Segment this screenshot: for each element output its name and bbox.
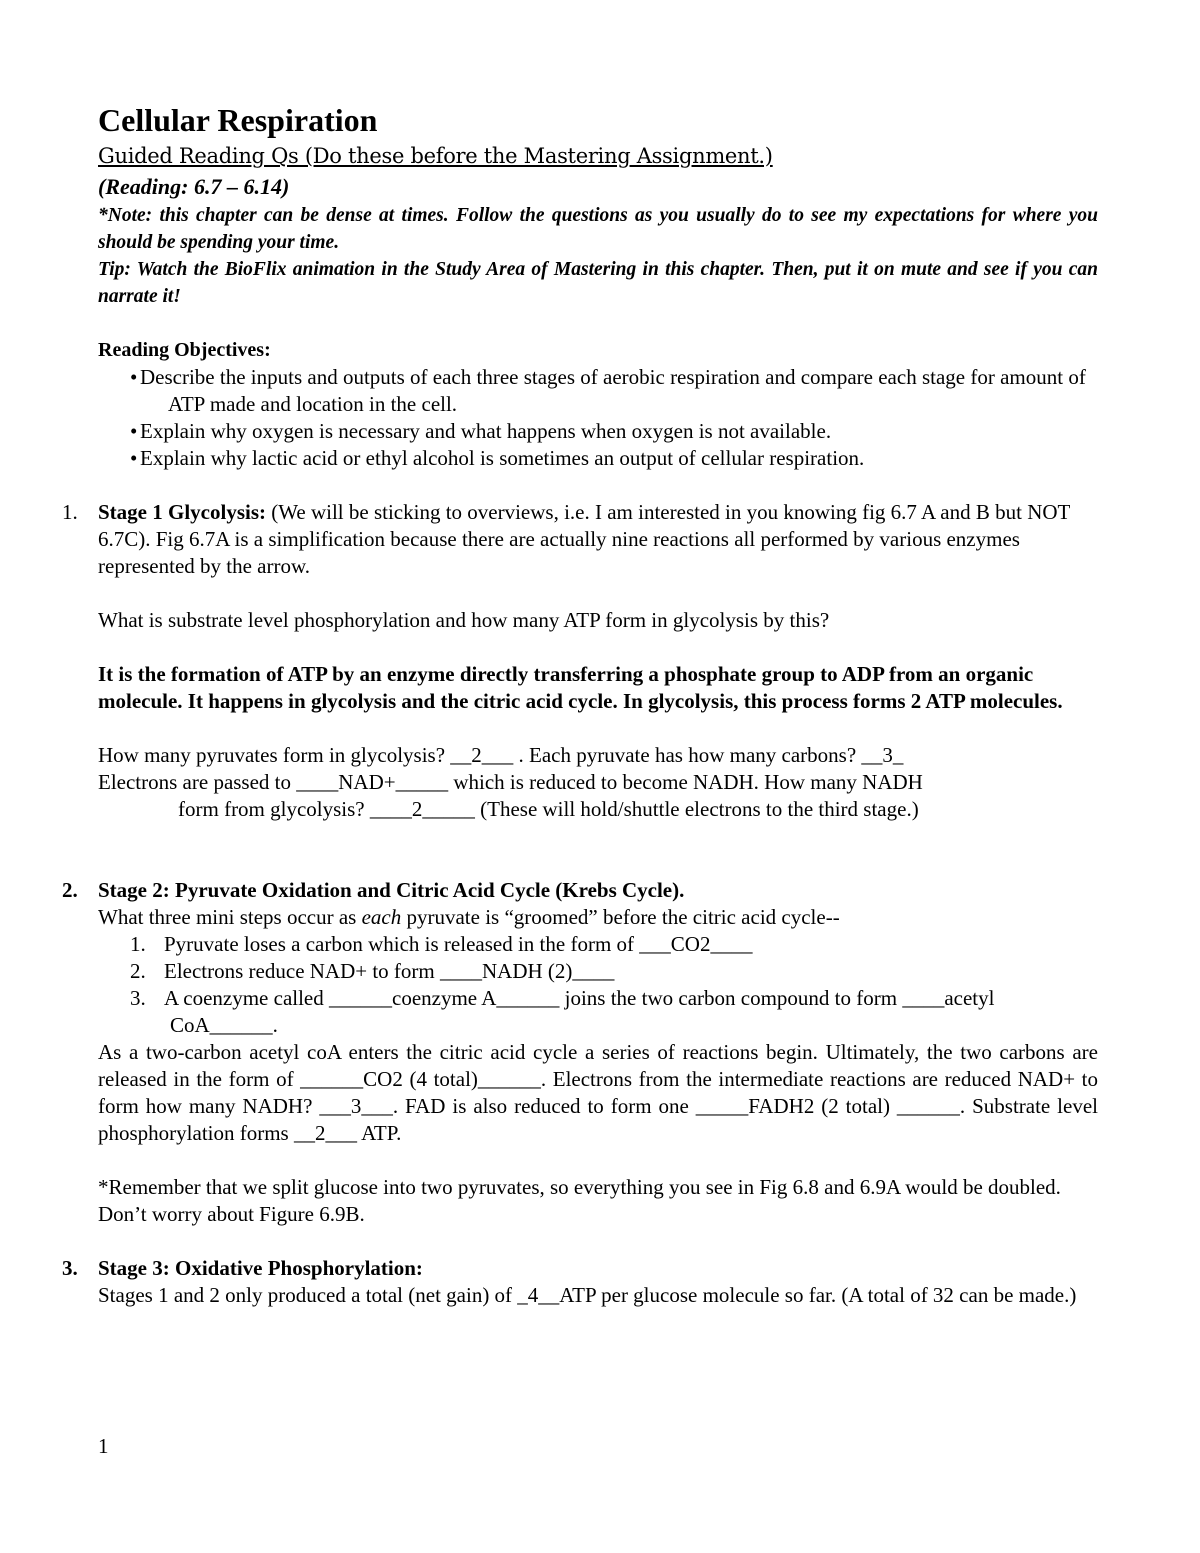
objective-item: • Explain why oxygen is necessary and what happens when oxygen is not available. xyxy=(130,419,832,443)
document-title: Cellular Respiration xyxy=(98,102,378,138)
reading-range: (Reading: 6.7 – 6.14) xyxy=(98,174,290,199)
glucose-reminder: *Remember that we split glucose into two pyruvates, so everything you see in Fig 6.8 and 6.9A would be doubled. Don’t worry about Figure 6.9B. xyxy=(98,1175,1061,1226)
bullet-icon: • xyxy=(130,419,138,443)
question-number: 3. xyxy=(62,1256,78,1280)
mini-step: 2. Electrons reduce NAD+ to form ____NADH (2)____ xyxy=(130,959,615,983)
spacer xyxy=(98,823,1098,850)
question-2 xyxy=(62,877,1098,1228)
question-3 xyxy=(62,1255,1098,1309)
bullet-icon: • xyxy=(130,365,138,389)
question-3-text: Stages 1 and 2 only produced a total (net gain) of _4__ATP per glucose molecule so far. (A total of 32 can be made.) xyxy=(98,1283,1077,1307)
question-number: 1. xyxy=(62,500,78,524)
question-1 xyxy=(62,499,1098,823)
document-page xyxy=(62,100,1098,1309)
mini-steps-list xyxy=(98,931,1098,1039)
mini-step: 3. A coenzyme called ______coenzyme A______ joins the two carbon compound to form ____acetyl xyxy=(130,986,995,1010)
spacer xyxy=(98,850,1098,877)
objective-item: • Explain why lactic acid or ethyl alcohol is sometimes an output of cellular respiration. xyxy=(130,446,865,470)
mini-step: 1. Pyruvate loses a carbon which is released in the form of ___CO2____ xyxy=(130,932,753,956)
citric-acid-paragraph: As a two-carbon acetyl coA enters the citric acid cycle a series of reactions begin. Ultimately, the two carbons are released in the form of ______CO2 (4 total)______. Electrons from the intermediate reactions are reduced NAD+ to form how many NADH? ___3___. FAD is also reduced to form one _____FADH2 (2 total) ______. Substrate level phosphorylation forms __2___ ATP. xyxy=(98,1040,1098,1145)
question-1-intro: Stage 1 Glycolysis: (We will be sticking to overviews, i.e. I am interested in you knowing fig 6.7 A and B but NOT 6.7C). Fig 6.7A is a simplification because there are actually nine reactions all performed by various enzymes represented by the arrow. xyxy=(98,500,1070,578)
objective-item: • Describe the inputs and outputs of each three stages of aerobic respiration and compare each stage for amount of ATP made and location in the cell. xyxy=(130,365,1086,416)
spacer xyxy=(98,634,1098,661)
question-1-answer: It is the formation of ATP by an enzyme directly transferring a phosphate group to ADP from an organic molecule. It happens in glycolysis and the citric acid cycle. In glycolysis, this process forms 2 ATP molecules. xyxy=(98,662,1063,713)
question-1-prompt: What is substrate level phosphorylation and how many ATP form in glycolysis by this? xyxy=(98,608,830,632)
spacer xyxy=(98,1147,1098,1174)
objectives-heading: Reading Objectives: xyxy=(98,339,271,361)
question-1-heading: Stage 1 Glycolysis: xyxy=(98,500,266,524)
pyruvate-line: How many pyruvates form in glycolysis? __2___ . Each pyruvate has how many carbons? __3_ xyxy=(98,743,904,767)
spacer xyxy=(98,310,1098,337)
bullet-icon: • xyxy=(130,446,138,470)
bioflix-tip: Tip: Watch the BioFlix animation in the Study Area of Mastering in this chapter. Then, put it on mute and see if you can narrate it! xyxy=(98,259,1098,307)
spacer xyxy=(98,715,1098,742)
page-number: 1 xyxy=(98,1434,109,1458)
spacer xyxy=(98,1228,1098,1255)
question-3-heading: Stage 3: Oxidative Phosphorylation: xyxy=(98,1256,423,1280)
electrons-line: Electrons are passed to ____NAD+_____ which is reduced to become NADH. How many NADH xyxy=(98,770,923,794)
question-2-heading: Stage 2: Pyruvate Oxidation and Citric Acid Cycle (Krebs Cycle). xyxy=(98,878,685,902)
mini-step-continuation: CoA______. xyxy=(170,1013,278,1037)
spacer xyxy=(98,472,1098,499)
question-2-intro: What three mini steps occur as each pyruvate is “groomed” before the citric acid cycle-- xyxy=(98,905,840,929)
question-number: 2. xyxy=(62,878,78,902)
spacer xyxy=(98,580,1098,607)
objectives-list xyxy=(98,364,1098,472)
nadh-line: form from glycolysis? ____2_____ (These will hold/shuttle electrons to the third stage.) xyxy=(178,797,919,821)
chapter-note: *Note: this chapter can be dense at times. Follow the questions as you usually do to see my expectations for where you should be spending your time. xyxy=(98,205,1098,253)
document-subtitle: Guided Reading Qs (Do these before the Mastering Assignment.) xyxy=(98,144,773,168)
